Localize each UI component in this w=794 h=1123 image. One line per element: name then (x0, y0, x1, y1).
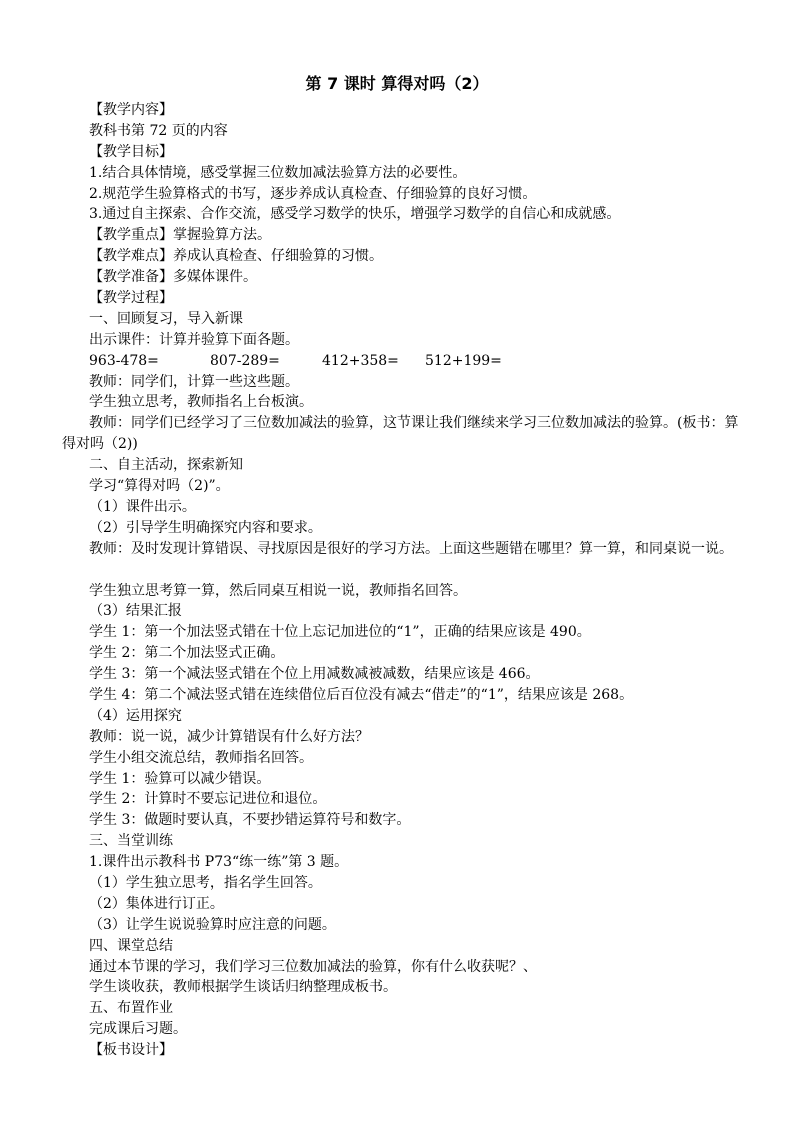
sub-item: （2）集体进行订正。 (89, 895, 224, 912)
paragraph: 教师：说一说，减少计算错误有什么好方法？ (89, 728, 369, 745)
sub-item: （4）运用探究 (89, 707, 182, 724)
objective-item: 1.结合具体情境，感受掌握三位数加减法验算方法的必要性。 (89, 164, 467, 181)
student-answer: 学生 2：第二个加法竖式正确。 (89, 645, 285, 662)
paragraph: 教师：及时发现计算错误、寻找原因是很好的学习方法。上面这些题错在哪里？算一算，和同桌说一说。 (89, 540, 733, 557)
student-answer: 学生 2：计算时不要忘记进位和退位。 (89, 791, 327, 808)
paragraph: 学生小组交流总结，教师指名回答。 (89, 749, 313, 766)
section-heading-preparation: 【教学准备】多媒体课件。 (89, 269, 257, 286)
calculation-row (62, 351, 742, 372)
paragraph: 教科书第 72 页的内容 (89, 122, 228, 139)
step-heading: 五、布置作业 (89, 1000, 173, 1017)
calculation-item: 512+199= (425, 352, 502, 369)
student-answer: 学生 3：第一个减法竖式错在个位上用减数减被减数，结果应该是 466。 (89, 666, 540, 683)
paragraph: 1.课件出示教科书 P73“练一练”第 3 题。 (89, 854, 349, 871)
section-heading-key-point: 【教学重点】掌握验算方法。 (89, 227, 271, 244)
section-heading-content: 【教学内容】 (89, 102, 173, 118)
sub-item: （3）让学生说说验算时应注意的问题。 (89, 916, 336, 933)
paragraph: 出示课件：计算并验算下面各题。 (89, 331, 299, 348)
section-heading-board-design: 【板书设计】 (89, 1042, 173, 1059)
lesson-title: 第 7 课时 算得对吗（2） (305, 74, 489, 93)
paragraph: 学生独立思考，教师指名上台板演。 (89, 394, 313, 411)
lesson-body (62, 100, 742, 1061)
student-answer: 学生 1：第一个加法竖式错在十位上忘记加进位的“1”，正确的结果应该是 490。 (89, 624, 591, 641)
step-heading: 三、当堂训练 (89, 833, 173, 850)
calculation-item: 412+358= (322, 352, 399, 369)
paragraph: 学生独立思考算一算，然后同桌互相说一说，教师指名回答。 (89, 582, 467, 599)
paragraph: 教师：同学们已经学习了三位数加减法的验算，这节课让我们继续来学习三位数加减法的验算。(板书：算得对吗（2)) (62, 415, 739, 453)
step-heading: 一、回顾复习，导入新课 (89, 310, 243, 327)
student-answer: 学生 1：验算可以减少错误。 (89, 770, 271, 787)
paragraph: 学习“算得对吗（2)”。 (89, 478, 230, 495)
sub-item: （2）引导学生明确探究内容和要求。 (89, 519, 322, 536)
paragraph: 完成课后习题。 (89, 1021, 187, 1038)
sub-item: （3）结果汇报 (89, 603, 182, 620)
step-heading: 四、课堂总结 (89, 937, 173, 954)
section-heading-difficulty: 【教学难点】养成认真检查、仔细验算的习惯。 (89, 248, 383, 265)
sub-item: （1）课件出示。 (89, 498, 196, 515)
calculation-item: 963-478= (89, 352, 159, 369)
paragraph: 教师：同学们，计算一些这些题。 (89, 373, 299, 390)
student-answer: 学生 4：第二个减法竖式错在连续借位后百位没有减去“借走”的“1”，结果应该是 268。 (89, 686, 634, 703)
student-answer: 学生 3：做题时要认真，不要抄错运算符号和数字。 (89, 812, 411, 829)
section-heading-objectives: 【教学目标】 (89, 143, 173, 160)
section-heading-process: 【教学过程】 (89, 290, 173, 307)
step-heading: 二、自主活动，探索新知 (89, 457, 243, 474)
paragraph: 学生谈收获，教师根据学生谈话归纳整理成板书。 (89, 979, 397, 996)
sub-item: （1）学生独立思考，指名学生回答。 (89, 874, 322, 891)
paragraph: 通过本节课的学习，我们学习三位数加减法的验算，你有什么收获呢？、 (89, 958, 537, 975)
objective-item: 2.规范学生验算格式的书写，逐步养成认真检查、仔细验算的良好习惯。 (89, 185, 537, 202)
calculation-item: 807-289= (210, 352, 280, 369)
objective-item: 3.通过自主探索、合作交流，感受学习数学的快乐，增强学习数学的自信心和成就感。 (89, 206, 621, 223)
